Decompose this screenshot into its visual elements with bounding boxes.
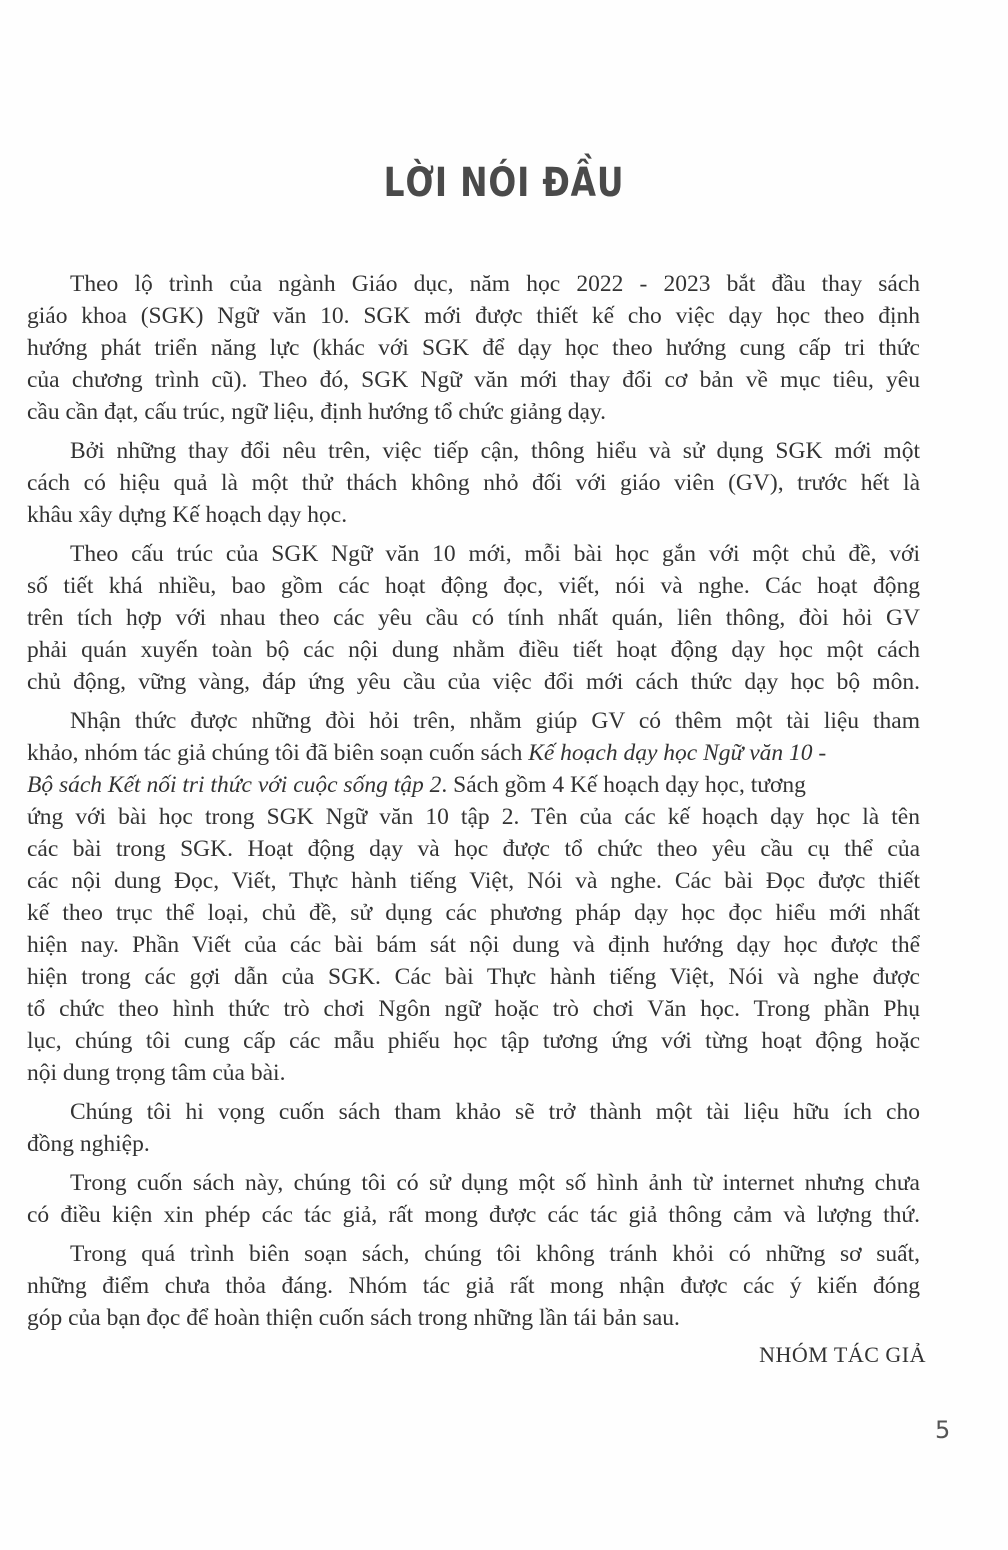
text-line: Bởi những thay đổi nêu trên, việc tiếp cận, thông hiểu và sử dụng SGK mới một [70,438,920,464]
text-line [27,737,920,769]
text-line: Trong cuốn sách này, chúng tôi có sử dụng một số hình ảnh từ internet nhưng chưa [70,1170,920,1196]
book-title-italic: Bộ sách Kết nối tri thức với cuộc sống tập 2 [27,772,442,798]
text-line: phải quán xuyến toàn bộ các nội dung nhằm điều tiết hoạt động dạy học một cách [27,637,920,663]
text-span: . Sách gồm 4 Kế hoạch dạy học, tương [441,772,806,798]
text-line: Theo cấu trúc của SGK Ngữ văn 10 mới, mỗi bài học gắn với một chủ đề, với [70,541,920,567]
text-line: khâu xây dựng Kế hoạch dạy học. [27,502,348,528]
text-line: hướng phát triển năng lực (khác với SGK để dạy học theo hướng cung cấp tri thức [27,335,920,361]
text-line: hiện trong các gợi dẫn của SGK. Các bài Thực hành tiếng Việt, Nói và nghe được [27,964,920,990]
text-line: số tiết khá nhiều, bao gồm các hoạt động đọc, viết, nói và nghe. Các hoạt động [27,573,920,599]
text-line: hiện nay. Phần Viết của các bài bám sát nội dung và định hướng dạy học được thể [27,932,920,958]
text-line: cách có hiệu quả là một thử thách không nhỏ đối với giáo viên (GV), trước hết là [27,470,920,496]
page-number: 5 [935,1416,951,1444]
signature: NHÓM TÁC GIẢ [759,1342,926,1367]
text-line: các nội dung Đọc, Viết, Thực hành tiếng Việt, Nói và nghe. Các bài Đọc được thiết [27,868,920,894]
text-line: Nhận thức được những đòi hỏi trên, nhằm giúp GV có thêm một tài liệu tham [70,708,920,734]
text-line: kế theo trục thể loại, chủ đề, sử dụng các phương pháp dạy học đọc hiểu mới nhất [27,900,920,926]
text-line: có điều kiện xin phép các tác giả, rất mong được các tác giả thông cảm và lượng thứ. [27,1202,920,1228]
text-line: Chúng tôi hi vọng cuốn sách tham khảo sẽ trở thành một tài liệu hữu ích cho [70,1099,920,1125]
text-line: trên tích hợp với nhau theo các yêu cầu có tính nhất quán, liên thông, đòi hỏi GV [27,605,920,631]
text-line: ứng với bài học trong SGK Ngữ văn 10 tập 2. Tên của các kế hoạch dạy học là tên [27,804,920,830]
text-line: Theo lộ trình của ngành Giáo dục, năm học 2022 - 2023 bắt đầu thay sách [70,271,920,297]
text-line: góp của bạn đọc để hoàn thiện cuốn sách trong những lần tái bản sau. [27,1305,680,1331]
text-line: những điểm chưa thỏa đáng. Nhóm tác giả rất mong nhận được các ý kiến đóng [27,1273,920,1299]
text-line: tổ chức theo hình thức trò chơi Ngôn ngữ hoặc trò chơi Văn học. Trong phần Phụ [27,996,920,1022]
text-line: chủ động, vững vàng, đáp ứng yêu cầu của việc đổi mới cách thức dạy học bộ môn. [27,669,920,695]
book-title-italic: Kế hoạch dạy học Ngữ văn 10 - [528,740,827,766]
text-span: khảo, nhóm tác giả chúng tôi đã biên soạn cuốn sách [27,740,529,766]
text-line: nội dung trọng tâm của bài. [27,1060,286,1086]
text-line: cầu cần đạt, cấu trúc, ngữ liệu, định hướng tổ chức giảng dạy. [27,399,606,425]
page-title: LỜI NÓI ĐẦU [383,160,625,206]
text-line: lục, chúng tôi cung cấp các mẫu phiếu học tập tương ứng với từng hoạt động hoặc [27,1028,920,1054]
text-line: Trong quá trình biên soạn sách, chúng tôi không tránh khỏi có những sơ suất, [70,1241,920,1267]
text-line: đồng nghiệp. [27,1131,150,1157]
text-line: các bài trong SGK. Hoạt động dạy và học được tổ chức theo yêu cầu cụ thể của [27,836,920,862]
text-line: của chương trình cũ). Theo đó, SGK Ngữ văn mới thay đổi cơ bản về mục tiêu, yêu [27,367,920,393]
text-line [27,769,920,801]
text-line: giáo khoa (SGK) Ngữ văn 10. SGK mới được thiết kế cho việc dạy học theo định [27,303,920,329]
